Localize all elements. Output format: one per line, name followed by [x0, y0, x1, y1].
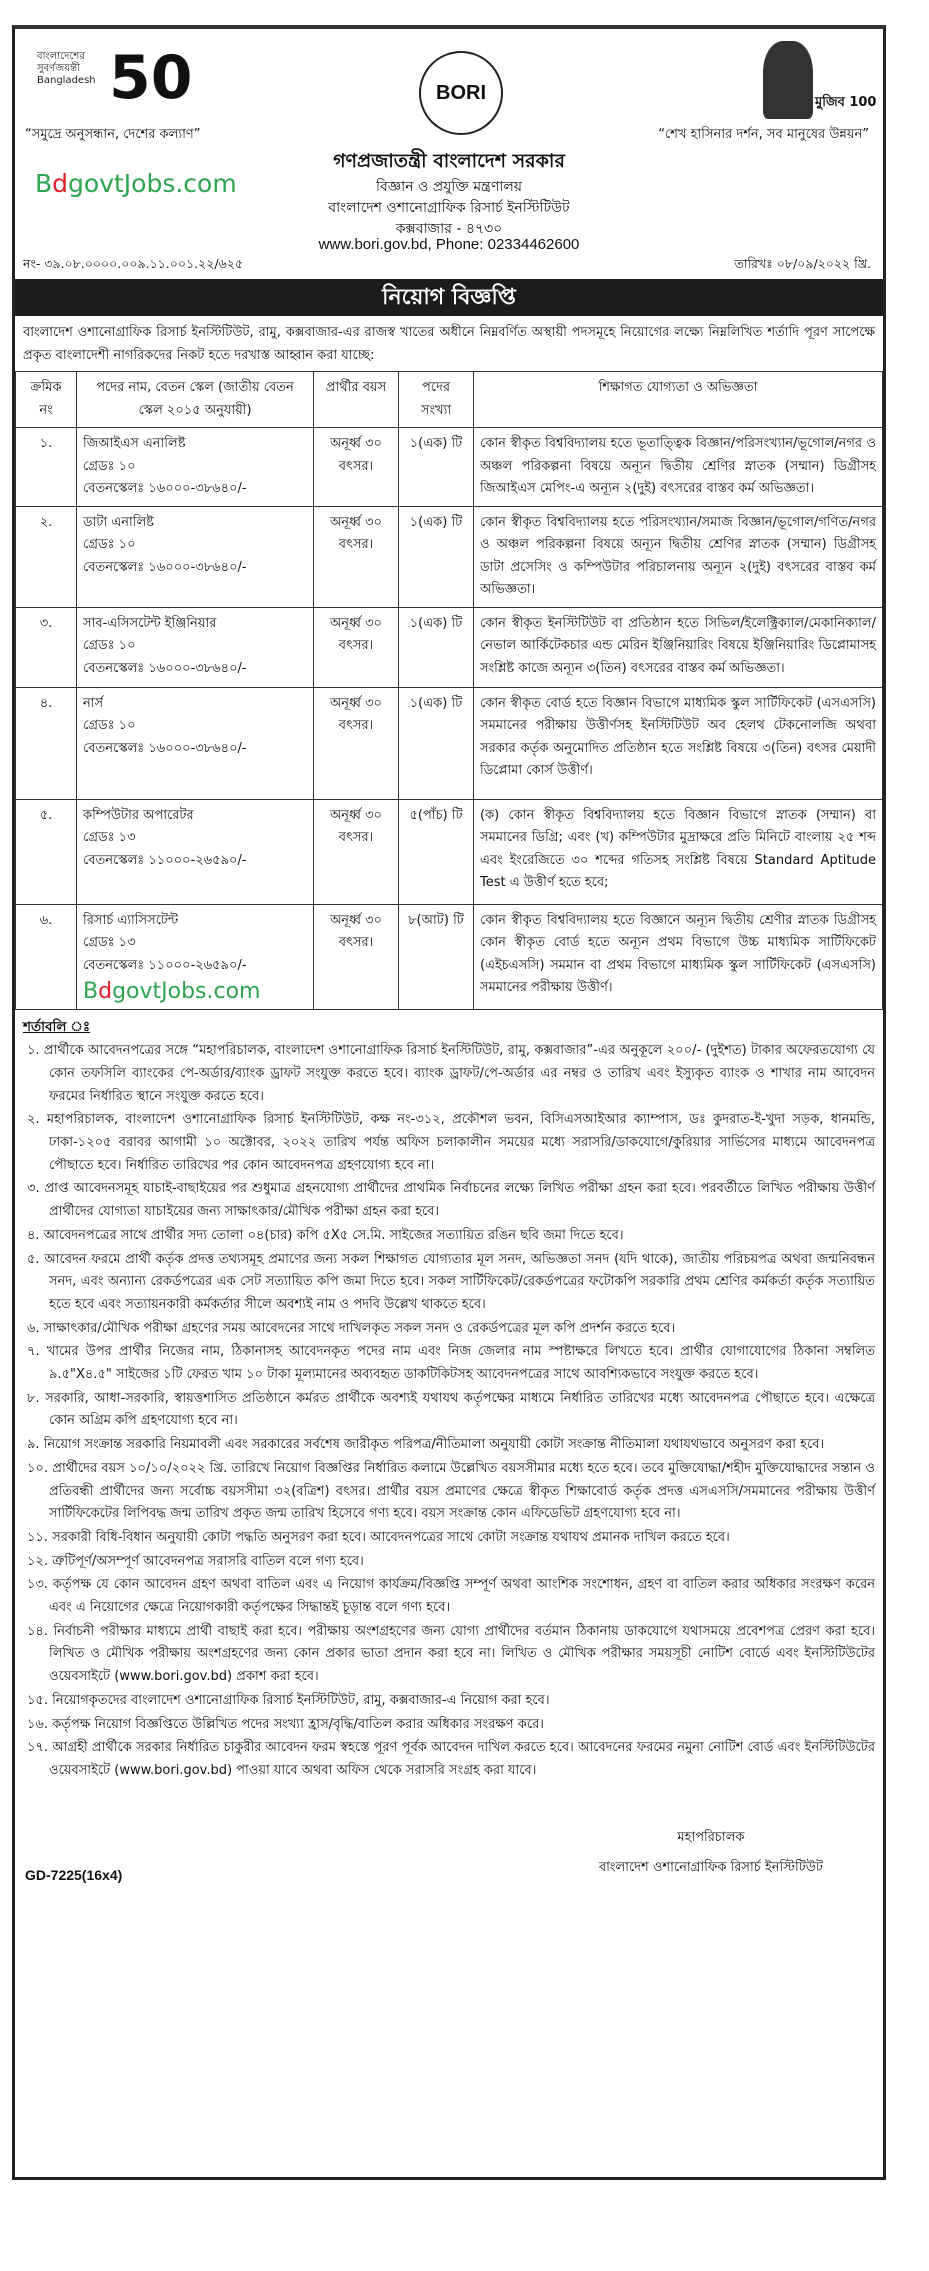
signatory-designation: মহাপরিচালক [677, 1829, 745, 1845]
post-count: ১(এক) টি [399, 506, 474, 607]
post-cell [77, 428, 314, 507]
condition-item: ৯. নিয়োগ সংক্রান্ত সরকারি নিয়মাবলী এবং সরকারের সর্বশেষ জারীকৃত পরিপত্র/নীতিমালা অনুযায়ী কোটা সংক্রান্ত নীতিমালা যথাযথভাবে অনুসরণ করা হবে। [27, 1437, 825, 1453]
serial: ২. [16, 506, 77, 607]
col-qualification: শিক্ষাগত যোগ্যতা ও অভিজ্ঞতা [474, 372, 883, 428]
slogan-left: “সমুদ্রে অনুসন্ধান, দেশের কল্যাণ” [25, 127, 201, 142]
condition-item: ১৬. কর্তৃপক্ষ নিয়োগ বিজ্ঞপ্তিতে উল্লিখিত পদের সংখ্যা হ্রাস/বৃদ্ধি/বাতিল করার অধিকার সংরক্ষণ করে। [27, 1716, 544, 1732]
grade: গ্রেডঃ ১৩ [83, 830, 136, 845]
age-limit: অনূর্ধ্ব ৩০ বৎসর। [314, 428, 399, 507]
post-count: ১(এক) টি [399, 607, 474, 687]
golden-jubilee-logo: বাংলাদেশের সুবর্ণজয়ন্তী Bangladesh 50 [37, 43, 193, 113]
qualification: কোন স্বীকৃত ইনস্টিটিউট বা প্রতিষ্ঠান হতে সিভিল/ইলেক্ট্রিক্যাল/মেকানিক্যাল/নেভাল আর্কিটেকচার এন্ড মেরিন ইঞ্জিনিয়ারিং বিষয়ে ইঞ্জিনিয়ারিং ডিপ্লোমাসহ সংশ্লিষ্ট কাজে অন্যূন ৩(তিন) বৎসরের বাস্তব কর্ম অভিজ্ঞতা। [474, 607, 883, 687]
condition-item: ১৫. নিয়োগকৃতদের বাংলাদেশ ওশানোগ্রাফিক রিসার্চ ইনস্টিটিউট, রামু, কক্সবাজার-এ নিয়োগ করা হবে। [27, 1692, 550, 1708]
qualification: কোন স্বীকৃত বিশ্ববিদ্যালয় হতে ভূতাত্ত্বিক বিজ্ঞান/পরিসংখ্যান/ভূগোল/নগর ও অঞ্চল পরিকল্পনা বিষয়ে অন্যূন দ্বিতীয় শ্রেণির স্নাতক (সম্মান) ডিগ্রীসহ জিআইএস মেপিং-এ অন্যূন ২(দুই) বৎসরের বাস্তব কর্ম অভিজ্ঞতা। [474, 428, 883, 507]
condition-item: ১৪. নির্বাচনী পরীক্ষার মাধ্যমে প্রার্থী বাছাই করা হবে। পরীক্ষায় অংশগ্রহণের জন্য যোগ্য প্রার্থীদের বর্তমান ঠিকানায় ডাকযোগে যথাসময়ে প্রবেশপত্র প্রেরণ করা হবে। লিখিত ও মৌখিক পরীক্ষায় অংশগ্রহণের জন্য কোন প্রকার ভাতা প্রদান করা হবে না। লিখিত ও মৌখিক পরীক্ষার সময়সূচী নোটিশ বোর্ডে এবং ইনস্টিটিউটের ওয়েবসাইটে (www.bori.gov.bd) প্রকাশ করা হবে। [27, 1623, 875, 1685]
signatory-organization: বাংলাদেশ ওশানোগ্রাফিক রিসার্চ ইনস্টিটিউট [598, 1859, 823, 1875]
conditions [23, 1016, 875, 1783]
bori-logo: BORI [419, 51, 503, 135]
serial: ৬. [16, 904, 77, 1009]
age-limit: অনূর্ধ্ব ৩০ বৎসর। [314, 687, 399, 799]
notice-title: নিয়োগ বিজ্ঞপ্তি [15, 279, 883, 316]
vacancy-table [15, 371, 883, 1010]
pay-scale: বেতনস্কেলঃ ১৬০০০-৩৮৬৪০/- [83, 660, 247, 676]
condition-item: ৬. সাক্ষাৎকার/মৌখিক পরীক্ষা গ্রহণের সময় আবেদনের সাথে দাখিলকৃত সকল সনদ ও রেকর্ডপত্রের মূল কপি প্রদর্শন করতে হবে। [27, 1320, 676, 1336]
age-limit: অনূর্ধ্ব ৩০ বৎসর। [314, 607, 399, 687]
condition-item: ৪. আবেদনপত্রের সাথে প্রার্থীর সদ্য তোলা ০৪(চার) কপি ৫X৫ সে.মি. সাইজের সত্যায়িত রঙিন ছবি জমা দিতে হবে। [27, 1227, 624, 1243]
age-limit: অনূর্ধ্ব ৩০ বৎসর। [314, 506, 399, 607]
post-cell [77, 904, 314, 1009]
condition-item: ১০. প্রার্থীদের বয়স ১০/১০/২০২২ খ্রি. তারিখে নিয়োগ বিজ্ঞপ্তির নির্ধারিত কলামে উল্লেখিত বয়সসীমার মধ্যে হতে হবে। তবে মুক্তিযোদ্ধা/শহীদ মুক্তিযোদ্ধাদের সন্তান ও প্রতিবন্ধী প্রার্থীদের জন্য সর্বোচ্চ বয়সসীমা ৩২(বত্রিশ) বৎসর। প্রার্থীর বয়স প্রমাণের ক্ষেত্রে স্বীকৃত শিক্ষাবোর্ড কর্তৃক প্রদত্ত এসএসসি/সমমানের পরীক্ষায় উত্তীর্ণ সার্টিফিকেটের লিপিবদ্ধ জন্ম তারিখ প্রকৃত জন্ম তারিখ হিসেবে গণ্য হবে। বয়স সংক্রান্ত কোন এফিডেভিট গ্রহণযোগ্য হবে না। [27, 1460, 875, 1522]
pay-scale: বেতনস্কেলঃ ১৬০০০-৩৮৬৪০/- [83, 740, 247, 756]
watermark: BdgovtJobs.com [35, 169, 237, 198]
table-row [16, 506, 883, 607]
table-row [16, 799, 883, 904]
serial: ৩. [16, 607, 77, 687]
condition-item: ৩. প্রাপ্ত আবেদনসমূহ যাচাই-বাছাইয়ের পর শুধুমাত্র গ্রহনযোগ্য প্রার্থীদের প্রাথমিক নির্বাচনের লক্ষ্যে লিখিত পরীক্ষা গ্রহন করা হবে। পরবর্তীতে লিখিত পরীক্ষায় উত্তীর্ণ প্রার্থীদের যোগ্যতা যাচাইয়ের জন্য সাক্ষাৎকার/মৌখিক পরীক্ষা গ্রহন করা হবে। [27, 1181, 875, 1220]
table-row [16, 904, 883, 1009]
post-count: ৫(পাঁচ) টি [399, 799, 474, 904]
grade: গ্রেডঃ ১০ [83, 718, 136, 733]
post-name: নার্স [83, 695, 104, 711]
condition-item: ১৭. আগ্রহী প্রার্থীকে সরকার নির্ধারিত চাকুরীর আবেদন ফরম স্বহস্তে পূরণ পূর্বক আবেদন দাখিল করতে হবে। আবেদনের ফরমের নমুনা নোটিশ বোর্ড এবং ইনস্টিটিউটের ওয়েবসাইটে (www.bori.gov.bd) পাওয়া যাবে অথবা অফিস থেকে সরাসরি সংগ্রহ করা যাবে। [27, 1740, 875, 1778]
institute-name: বাংলাদেশ ওশানোগ্রাফিক রিসার্চ ইনস্টিটিউট [328, 200, 570, 216]
serial: ৫. [16, 799, 77, 904]
intro-text: বাংলাদেশ ওশানোগ্রাফিক রিসার্চ ইনস্টিটিউট, রামু, কক্সবাজার-এর রাজস্ব খাতের অধীনে নিম্নবর্ণিত অস্থায়ী পদসমূহে নিয়োগের লক্ষ্যে নিম্নলিখিত শর্তাদি পূরণ সাপেক্ষে প্রকৃত বাংলাদেশী নাগরিকদের নিকট হতে দরখাস্ত আহ্বান করা যাচ্ছে: [23, 325, 875, 363]
table-row [16, 607, 883, 687]
grade: গ্রেডঃ ১০ [83, 638, 136, 653]
conditions-heading: শর্তাবলি ঃ [23, 1018, 91, 1035]
post-cell [77, 607, 314, 687]
qualification: কোন স্বীকৃত বিশ্ববিদ্যালয় হতে পরিসংখ্যান/সমাজ বিজ্ঞান/ভূগোল/গণিত/নগর ও অঞ্চল পরিকল্পনা বিষয়ে অন্যূন দ্বিতীয় শ্রেণির স্নাতক (সম্মান) ডিগ্রীসহ ডাটা প্রসেসিং ও কম্পিউটার পরিচালনায় অন্যূন ২(দুই) বৎসরের বাস্তব কর্ম অভিজ্ঞতা। [474, 506, 883, 607]
post-cell [77, 799, 314, 904]
qualification: কোন স্বীকৃত বোর্ড হতে বিজ্ঞান বিভাগে মাধ্যমিক স্কুল সার্টিফিকেট (এসএসসি) সমমানের পরীক্ষায় উত্তীর্ণসহ ইনস্টিটিউট অব হেলথ টেকনোলজি অথবা সরকার কর্তৃক অনুমোদিত প্রতিষ্ঠান হতে সংশ্লিষ্ট বিষয়ে ৩(তিন) বৎসর মেয়াদী ডিপ্লোমা কোর্স উত্তীর্ণ। [474, 687, 883, 799]
qualification: কোন স্বীকৃত বিশ্ববিদ্যালয় হতে বিজ্ঞানে অন্যূন দ্বিতীয় শ্রেণীর স্নাতক ডিগ্রীসহ কোন স্বীকৃত বোর্ড হতে অন্যূন প্রথম বিভাগে উচ্চ মাধ্যমিক সার্টিফিকেট (এইচএসসি) সমমান বা প্রথম বিভাগে মাধ্যমিক স্কুল সার্টিফিকেট (এসএসসি) সমমানের পরীক্ষায় উত্তীর্ণ। [474, 904, 883, 1009]
pay-scale: বেতনস্কেলঃ ১১০০০-২৬৫৯০/- [83, 957, 247, 973]
age-limit: অনূর্ধ্ব ৩০ বৎসর। [314, 799, 399, 904]
post-cell [77, 687, 314, 799]
pay-scale: বেতনস্কেলঃ ১১০০০-২৬৫৯০/- [83, 852, 247, 868]
post-count: ১(এক) টি [399, 687, 474, 799]
post-count: ১(এক) টি [399, 428, 474, 507]
post-name: কম্পিউটার অপারেটর [83, 807, 194, 823]
government-title: গণপ্রজাতন্ত্রী বাংলাদেশ সরকার [333, 150, 565, 172]
contact-info: www.bori.gov.bd, Phone: 02334462600 [318, 236, 580, 253]
job-notice [12, 25, 886, 2180]
mujib-borsho-logo: মুজিব 100 [753, 41, 863, 121]
post-name: ডাটা এনালিষ্ট [83, 514, 154, 530]
ministry-name: বিজ্ঞান ও প্রযুক্তি মন্ত্রণালয় [375, 179, 523, 195]
col-count: পদের সংখ্যা [399, 372, 474, 428]
post-name: সাব-এসিসটেন্ট ইঞ্জিনিয়ার [83, 615, 217, 631]
watermark: BdgovtJobs.com [83, 979, 261, 1004]
serial: ১. [16, 428, 77, 507]
condition-item: ১২. ত্রুটিপূর্ণ/অসম্পূর্ণ আবেদনপত্র সরাসরি বাতিল বলে গণ্য হবে। [27, 1553, 364, 1569]
age-limit: অনূর্ধ্ব ৩০ বৎসর। [314, 904, 399, 1009]
condition-item: ১৩. কর্তৃপক্ষ যে কোন আবেদন গ্রহণ অথবা বাতিল এবং এ নিয়োগ কার্যক্রম/বিজ্ঞপ্তি সম্পূর্ণ অথবা আংশিক সংশোধন, গ্রহণ বা বাতিল করার অধিকার সংরক্ষণ করেন এবং এ নিয়োগের ক্ষেত্রে নিয়োগকারী কর্তৃপক্ষের সিদ্ধান্তই চূড়ান্ত বলে গণ্য হবে। [27, 1577, 875, 1616]
grade: গ্রেডঃ ১৩ [83, 935, 136, 950]
col-post: পদের নাম, বেতন স্কেল (জাতীয় বেতন স্কেল ২০১৫ অনুযায়ী) [77, 372, 314, 428]
post-name: জিআইএস এনালিষ্ট [83, 436, 186, 451]
condition-item: ১. প্রার্থীকে আবেদনপত্রের সঙ্গে “মহাপরিচালক, বাংলাদেশ ওশানোগ্রাফিক রিসার্চ ইনস্টিটিউট, রামু, কক্সবাজার”-এর অনুকূলে ২০০/- (দুইশত) টাকার অফেরতযোগ্য যে কোন তফসিলি ব্যাংকের পে-অর্ডার/ব্যাংক ড্রাফট সংযুক্ত করতে হবে। ব্যাংক ড্রাফট/পে-অর্ডার এর নম্বর ও তারিখ এবং ইস্যুকৃত ব্যাংক ও শাখার নাম আবেদন ফরমের নির্ধারিত স্থানে সংযুক্ত করতে হবে। [27, 1043, 875, 1104]
table-row [16, 428, 883, 507]
pay-scale: বেতনস্কেলঃ ১৬০০০-৩৮৬৪০/- [83, 481, 247, 496]
grade: গ্রেডঃ ১০ [83, 458, 136, 474]
pay-scale: বেতনস্কেলঃ ১৬০০০-৩৮৬৪০/- [83, 559, 247, 575]
condition-item: ৮. সরকারি, আধা-সরকারি, স্বায়ত্তশাসিত প্রতিষ্ঠানে কর্মরত প্রার্থীকে অবশ্যই যথাযথ কর্তৃপক্ষের মাধ্যমে নির্ধারিত তারিখের মধ্যে আবেদনপত্র পৌছাতে হবে। এক্ষেত্রে কোন অগ্রিম কপি গ্রহণযোগ্য হবে না। [27, 1390, 875, 1429]
serial: ৪. [16, 687, 77, 799]
post-count: ৮(আট) টি [399, 904, 474, 1009]
notice-date: তারিখঃ ০৮/০৯/২০২২ খ্রি. [734, 256, 871, 271]
col-age: প্রার্থীর বয়স [314, 372, 399, 428]
address: কক্সবাজার - ৪৭৩০ [395, 221, 503, 237]
condition-item: ২. মহাপরিচালক, বাংলাদেশ ওশানোগ্রাফিক রিসার্চ ইনস্টিটিউট, কক্ষ নং-৩১২, প্রকৌশল ভবন, বিসিএসআইআর ক্যাম্পাস, ডঃ কুদরাত-ই-খুদা সড়ক, ধানমন্ডি, ঢাকা-১২০৫ বরাবর আগামী ১০ অক্টোবর, ২০২২ তারিখ পর্যন্ত অফিস চলাকালীন সময়ের মধ্যে সরাসরি/ডাকযোগে/কুরিয়ার সার্ভিসের মাধ্যমে আবেদনপত্র পৌছাতে হবে। নির্ধারিত তারিখের পর কোন আবেদনপত্র গ্রহণযোগ্য হবে না। [27, 1112, 875, 1173]
signature-block [599, 1823, 823, 1883]
condition-item: ৫. আবেদন ফরমে প্রার্থী কর্তৃক প্রদত্ত তথ্যসমূহ প্রমাণের জন্য সকল শিক্ষাগত যোগ্যতার মূল সনদ, অভিজ্ঞতা সনদ (যদি থাকে), জাতীয় পরিচয়পত্র অথবা জন্মনিবন্ধন সনদ, এবং অন্যান্য রেকর্ডপত্রের এক সেট সত্যায়িত কপি জমা দিতে হবে। সকল সার্টিফিকেট/রেকর্ডপত্রের ফটোকপি সরকারি প্রথম শ্রেণির কর্মকর্তা কর্তৃক সত্যায়িত হতে হবে এবং সত্যায়নকারী কর্মকর্তার সীলে অবশ্যই নাম ও পদবি উল্লেখ থাকতে হবে। [27, 1251, 875, 1312]
condition-item: ১১. সরকারী বিধি-বিধান অনুযায়ী কোটা পদ্ধতি অনুসরণ করা হবে। আবেদনপত্রের সাথে কোটা সংক্রান্ত যথাযথ প্রমানক দাখিল করতে হবে। [27, 1529, 730, 1545]
post-name: রিসার্চ এ্যাসিসটেন্ট [83, 912, 179, 928]
col-serial: ক্রমিক নং [16, 372, 77, 428]
gd-code: GD-7225(16x4) [25, 1866, 123, 1883]
grade: গ্রেডঃ ১০ [83, 537, 136, 552]
post-cell [77, 506, 314, 607]
qualification: (ক) কোন স্বীকৃত বিশ্ববিদ্যালয় হতে বিজ্ঞান বিভাগে স্নাতক (সম্মান) বা সমমানের ডিগ্রি; এবং (খ) কম্পিউটার মুদ্রাক্ষরে প্রতি মিনিটে বাংলায় ২৫ শব্দ এবং ইংরেজিতে ৩০ শব্দের গতিসহ সংশ্লিষ্ট বিষয়ে Standard Aptitude Test এ উত্তীর্ণ হতে হবে; [474, 799, 883, 904]
memo-number: নং- ৩৯.০৮.০০০০.০০৯.১১.০০১.২২/৬২৫ [23, 256, 243, 271]
slogan-right: “শেখ হাসিনার দর্শন, সব মানুষের উন্নয়ন” [658, 127, 869, 142]
condition-item: ৭. খামের উপর প্রার্থীর নিজের নাম, ঠিকানাসহ আবেদনকৃত পদের নাম এবং নিজ জেলার নাম স্পষ্টাক্ষরে লিখতে হবে। প্রার্থীর যোগাযোগের ঠিকানা সম্বলিত ৯.৫"X৪.৫" সাইজের ১টি ফেরত খাম ১০ টাকা মূল্যমানের অব্যবহৃত ডাকটিকিটসহ আবেদনপত্রের সাথে আবশ্যিকভাবে সংযুক্ত করতে হবে। [27, 1344, 875, 1383]
table-row [16, 687, 883, 799]
